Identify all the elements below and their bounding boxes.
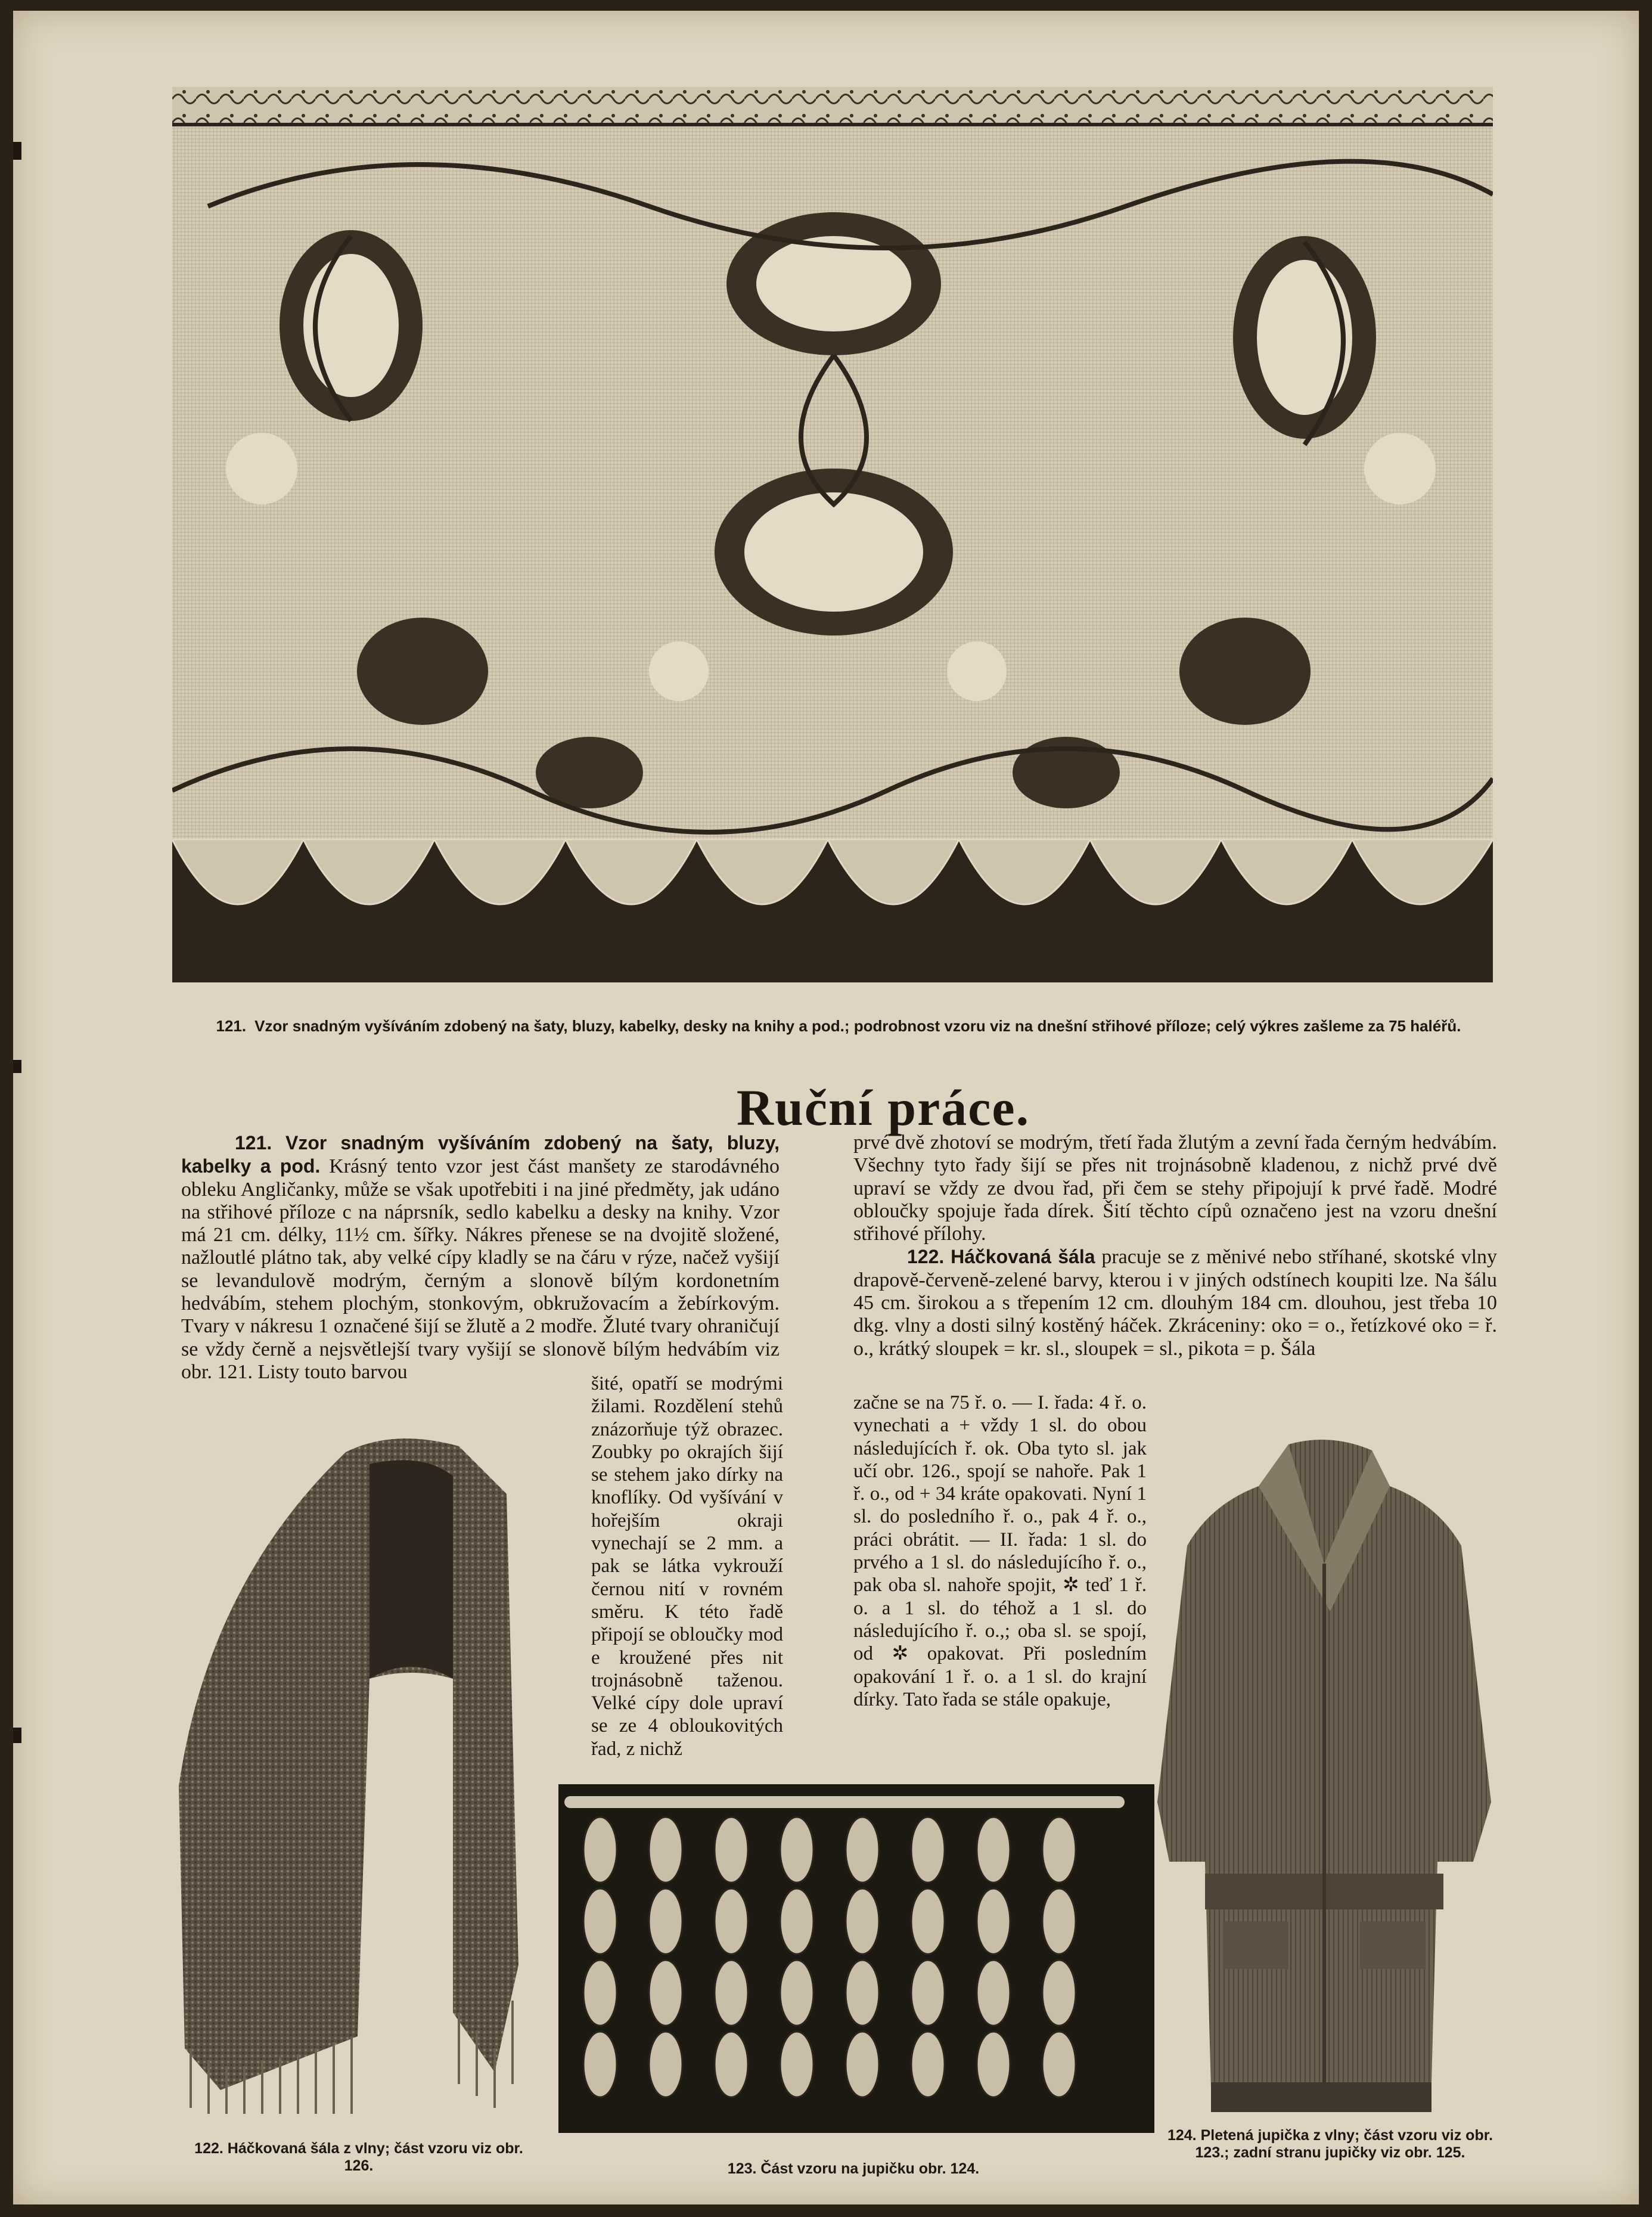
body-text: začne se na 75 ř. o. — I. řada: 4 ř. o. vynechati a + vždy 1 sl. do obou následujících ř. ok. Oba tyto sl. jak učí obr. 126., spojí se nahoře. Pak 1 ř. o., od + 34 kráte opakovati. Nyní 1 sl. do posledního ř. o., pak 4 ř. o., práci obrátit. — II. řada: 1 sl. do prvého a 1 sl. do následujícího ř. o., pak oba sl. nahoře spojit, ✲ teď 1 ř. o. a 1 sl. do téhož a 1 sl. do následujícího ř. o.,; oba sl. se spojí, od ✲ opakovat. Při posledním opakování 1 ř. o. a 1 sl. do krajní dírky. Tato řada se stále opakuje, xyxy=(853,1392,1147,1710)
article-column-right xyxy=(853,1131,1497,1360)
page-title: Ruční práce. xyxy=(736,1079,1030,1136)
article-column-left xyxy=(181,1131,780,1384)
figure-124-caption: 124. Pletená jupička z vlny; část vzoru viz obr. 123.; zadní stranu jupičky viz obr. 125. xyxy=(1167,2127,1493,2161)
body-text: Krásný tento vzor jest část manšety ze starodávného obleku Angličanky, může se však upotřebiti i na jiné předměty, jak udáno na střihové příloze c na náprsník, sedlo kabelku a desky na knihy. Vzor má 21 cm. délky, 11½ cm. šířky. Nákres přenese se na dvojitě složené, nažloutlé plátno tak, aby velké cípy kladly se na čáru v rýze, načež vyšijí se levandulově modrým, černým a slonově bílým kordonetním hedvábím, stehem plochým, stonkovým, obkružovacím a žebírkovým. Tvary v nákresu 1 označené šijí se žlutě a 2 modře. Žluté tvary ohraničují se vždy černě a nejsvětlejší tvary vyšijí se slonově bílým hedvábím viz obr. 121. Listy touto barvou xyxy=(181,1155,780,1383)
shawl-illustration-122 xyxy=(173,1428,584,2114)
binding-mark xyxy=(13,1060,21,1073)
body-text: šité, opatří se modrými žilami. Rozdělení stehů znázorňuje týž obrazec. Zoubky po okrajích šijí se stehem jako dírky na knoflíky. Od vyšívání v hořejším okraji vynechají se 2 mm. a pak se látka vykrouží černou nití v rovném směru. K této řadě připojí se obloučky mod e kroužené přes nit trojnásobně taženou. Velké cípy dole upraví se ze 4 obloukovitých řad, z nichž xyxy=(591,1373,783,1760)
article-column-right-narrow xyxy=(853,1391,1147,1711)
article-column-left-narrow xyxy=(591,1372,783,1760)
body-text: pracuje se z měnivé nebo stříhané, skotské vlny drapově-červeně-zelené barvy, kterou i v jiných odstínech koupiti lze. Na šálu 45 cm. širokou a s třepením 12 cm. dlouhým 184 cm. dlouhou, jest třeba 10 dkg. vlny a dosti silný kostěný háček. Zkráceniny: oko = o., řetízkové oko = ř. o., krátký sloupek = kr. sl., sloupek = sl., pikota = p. Šála xyxy=(853,1246,1498,1360)
section-heading: Vzor snadným vyšíváním zdobený na šaty, bluzy, kabelky a pod. xyxy=(181,1132,780,1177)
knit-detail-illustration-123 xyxy=(558,1784,1154,2133)
section-number: 121. xyxy=(235,1132,272,1154)
section-heading: Háčkovaná šála xyxy=(951,1246,1095,1268)
figure-121-caption: 121. Vzor snadným vyšíváním zdobený na šaty, bluzy, kabelky, desky na knihy a pod.; podrobnost vzoru viz na dnešní střihové příloze; celý výkres zašleme za 75 haléřů. xyxy=(216,1017,1461,1035)
jacket-illustration-124 xyxy=(1151,1432,1497,2121)
section-number: 122. xyxy=(907,1246,945,1268)
figure-122-caption: 122. Háčkovaná šála z vlny; část vzoru viz obr. 126. xyxy=(194,2140,523,2174)
magazine-page xyxy=(13,11,1639,2204)
figure-123-caption: 123. Část vzoru na jupičku obr. 124. xyxy=(727,2160,980,2177)
body-text: prvé dvě zhotoví se modrým, třetí řada žlutým a zevní řada černým hedvábím. Všechny tyto řady šijí se přes nit trojnásobně kladenou, z nichž prvé dvě upraví se vždy ze dvou řad, při čem se stehy připojují k prvé řadě. Modré obloučky spojuje řada dírek. Šití těchto cípů označeno jest na vzoru dnešní střihové přílohy. xyxy=(853,1131,1497,1245)
embroidery-plate-121 xyxy=(172,87,1493,982)
binding-mark xyxy=(13,1728,21,1743)
binding-mark xyxy=(13,142,21,160)
